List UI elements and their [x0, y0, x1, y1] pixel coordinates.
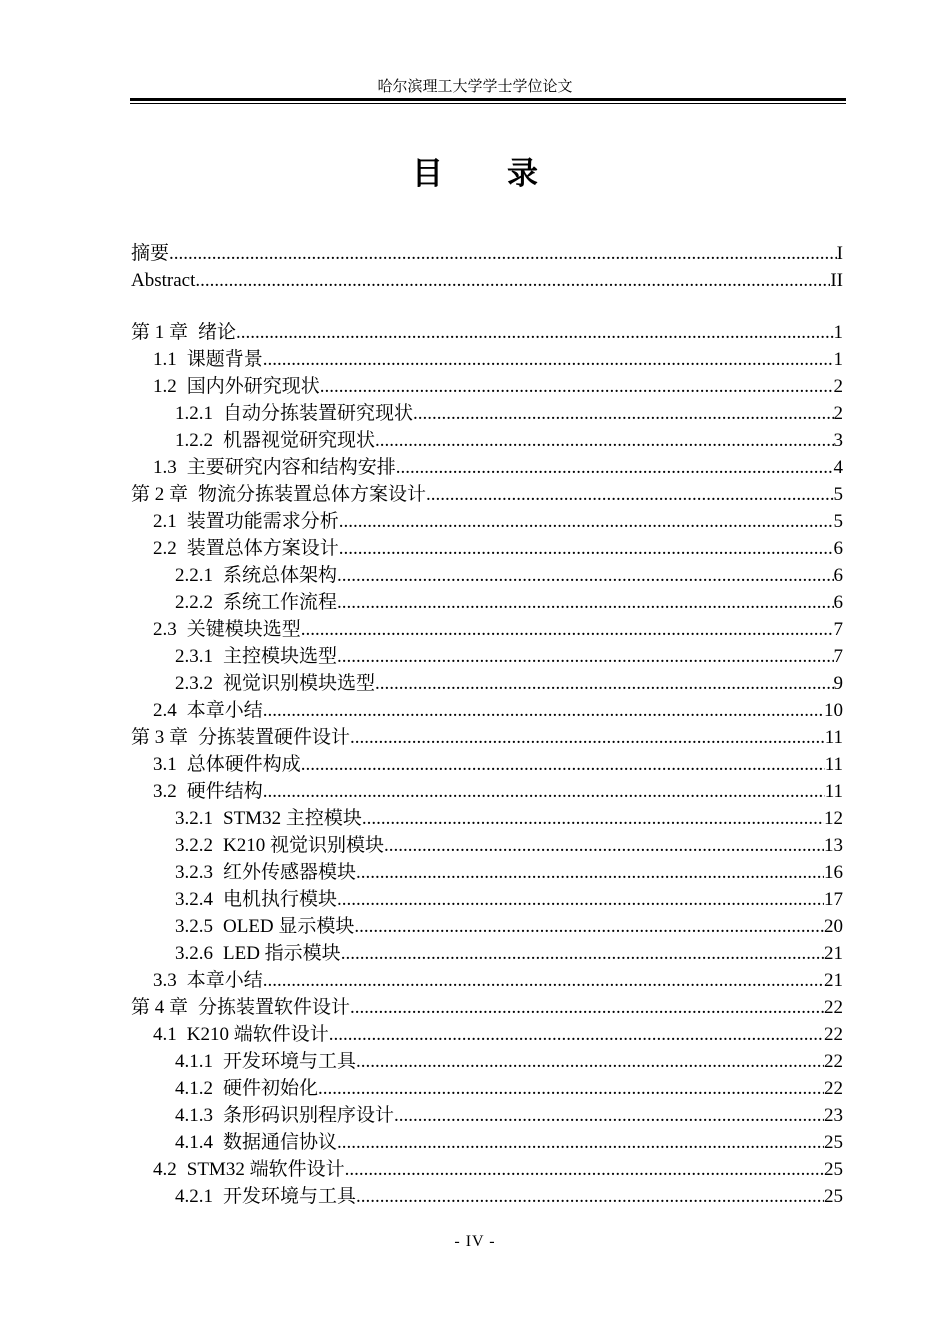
toc-dot-leader [350, 724, 825, 751]
toc-entry[interactable] [131, 240, 843, 267]
toc-dot-leader [301, 751, 825, 778]
toc-entry[interactable] [131, 751, 843, 778]
toc-entry-page: 25 [824, 1186, 843, 1207]
toc-dot-leader [384, 832, 824, 859]
toc-entry-page: 13 [824, 835, 843, 856]
toc-dot-leader [337, 643, 833, 670]
toc-entry-number: 3.2.6 [175, 943, 213, 964]
toc-entry-page: 22 [824, 997, 843, 1018]
toc-entry-page: 7 [833, 619, 843, 640]
toc-dot-leader [394, 1102, 824, 1129]
toc-entry-title: 开发环境与工具 [223, 1186, 357, 1207]
toc-entry[interactable] [131, 994, 843, 1021]
toc-entry[interactable] [131, 832, 843, 859]
toc-entry[interactable] [131, 535, 843, 562]
toc-entry[interactable] [131, 697, 843, 724]
toc-entry-number: 3.2.5 [175, 916, 213, 937]
toc-entry-page: 11 [824, 727, 843, 748]
toc-entry-title: 装置总体方案设计 [186, 538, 339, 559]
toc-dot-leader [263, 778, 825, 805]
toc-entry-title: 装置功能需求分析 [186, 511, 339, 532]
toc-entry-title: 课题背景 [186, 349, 263, 370]
toc-entry-number: 1.2 [153, 376, 177, 397]
toc-entry[interactable] [131, 616, 843, 643]
toc-entry-page: 11 [824, 781, 843, 802]
toc-entry-number: 4.2 [153, 1159, 177, 1180]
toc-entry-title: Abstract [131, 270, 196, 291]
toc-entry[interactable] [131, 589, 843, 616]
toc-entry-page: 6 [833, 538, 843, 559]
toc-entry-number: 2.2.2 [175, 592, 213, 613]
toc-entry-page: 21 [824, 970, 843, 991]
toc-entry-title: 开发环境与工具 [223, 1051, 357, 1072]
toc-dot-leader [362, 805, 824, 832]
toc-entry-page: I [836, 243, 843, 264]
toc-entry[interactable] [131, 1129, 843, 1156]
toc-entry-number: 3.2 [153, 781, 177, 802]
toc-entry[interactable] [131, 562, 843, 589]
toc-dot-leader [169, 240, 837, 267]
toc-entry-number: 1.1 [153, 349, 177, 370]
toc-entry-number: 4.1.4 [175, 1132, 213, 1153]
table-of-contents [131, 240, 843, 1210]
toc-entry-page: 22 [824, 1024, 843, 1045]
toc-dot-leader [337, 1129, 824, 1156]
toc-dot-leader [195, 267, 830, 294]
toc-entry-page: 16 [824, 862, 843, 883]
toc-entry-page: 6 [833, 565, 843, 586]
toc-dot-leader [356, 1048, 824, 1075]
toc-entry[interactable] [131, 1183, 843, 1210]
toc-entry-number: 3.2.2 [175, 835, 213, 856]
toc-dot-leader [413, 400, 833, 427]
toc-entry-title: 自动分拣装置研究现状 [223, 403, 414, 424]
toc-entry[interactable] [131, 481, 843, 508]
toc-entry-page: 4 [833, 457, 843, 478]
toc-entry-title: 物流分拣装置总体方案设计 [198, 484, 427, 505]
toc-dot-leader [337, 589, 833, 616]
toc-entry[interactable] [131, 1102, 843, 1129]
toc-entry-number: 1.2.2 [175, 430, 213, 451]
toc-entry[interactable] [131, 913, 843, 940]
toc-dot-leader [301, 616, 834, 643]
toc-entry-title: 条形码识别程序设计 [223, 1105, 395, 1126]
toc-entry-title: STM32 端软件设计 [186, 1159, 345, 1180]
toc-entry[interactable] [131, 508, 843, 535]
running-header: 哈尔滨理工大学学士学位论文 [377, 79, 573, 95]
toc-dot-leader [341, 940, 824, 967]
toc-entry-page: 21 [824, 943, 843, 964]
toc-dot-leader [263, 967, 824, 994]
toc-entry-page: 2 [833, 403, 843, 424]
toc-entry-title: 主要研究内容和结构安排 [186, 457, 396, 478]
toc-entry[interactable] [131, 400, 843, 427]
toc-entry-page: 5 [833, 484, 843, 505]
toc-dot-leader [350, 994, 824, 1021]
toc-entry-page: 25 [824, 1159, 843, 1180]
toc-entry-page: 9 [833, 673, 843, 694]
toc-entry-number: 3.3 [153, 970, 177, 991]
toc-entry-number: 3.2.3 [175, 862, 213, 883]
toc-entry-page: 3 [833, 430, 843, 451]
toc-entry-title: 硬件初始化 [223, 1078, 319, 1099]
toc-entry-number: 4.2.1 [175, 1186, 213, 1207]
toc-entry-title: 分拣装置硬件设计 [198, 727, 351, 748]
toc-entry[interactable] [131, 427, 843, 454]
toc-entry-title: 本章小结 [186, 970, 263, 991]
toc-dot-leader [339, 535, 834, 562]
toc-entry-title: 硬件结构 [186, 781, 263, 802]
toc-entry-title: 机器视觉研究现状 [223, 430, 376, 451]
header-rule-thin [130, 103, 846, 104]
toc-entry-number: 2.3 [153, 619, 177, 640]
toc-entry-page: 7 [833, 646, 843, 667]
toc-entry-number: 3.2.4 [175, 889, 213, 910]
toc-entry-number: 2.4 [153, 700, 177, 721]
toc-entry-number: 4.1 [153, 1024, 177, 1045]
toc-entry-title: 系统工作流程 [223, 592, 338, 613]
toc-dot-leader [236, 319, 833, 346]
toc-entry[interactable] [131, 967, 843, 994]
toc-entry[interactable] [131, 346, 843, 373]
toc-entry-number: 2.3.1 [175, 646, 213, 667]
toc-entry-title: STM32 主控模块 [223, 808, 362, 829]
toc-dot-leader [320, 373, 834, 400]
toc-dot-leader [337, 562, 833, 589]
toc-entry-page: 17 [824, 889, 843, 910]
toc-entry-number: 3.1 [153, 754, 177, 775]
toc-entry-number: 2.3.2 [175, 673, 213, 694]
toc-entry-title: 分拣装置软件设计 [198, 997, 351, 1018]
toc-dot-leader [375, 427, 833, 454]
toc-entry[interactable] [131, 643, 843, 670]
toc-entry-number: 3.2.1 [175, 808, 213, 829]
toc-entry-title: 本章小结 [186, 700, 263, 721]
toc-dot-leader [354, 913, 824, 940]
toc-entry-number: 第 1 章 [131, 322, 189, 343]
toc-entry-number: 1.2.1 [175, 403, 213, 424]
toc-entry-title: 视觉识别模块选型 [223, 673, 376, 694]
toc-dot-leader [396, 454, 834, 481]
toc-entry-title: 摘要 [131, 243, 170, 264]
toc-dot-leader [345, 1156, 824, 1183]
toc-entry-title: 关键模块选型 [186, 619, 301, 640]
toc-entry-number: 4.1.2 [175, 1078, 213, 1099]
toc-dot-leader [337, 886, 824, 913]
toc-entry-page: 11 [824, 754, 843, 775]
toc-entry[interactable] [131, 454, 843, 481]
toc-entry-title: 红外传感器模块 [223, 862, 357, 883]
toc-entry[interactable] [131, 886, 843, 913]
toc-entry-page: 22 [824, 1078, 843, 1099]
toc-entry-title: 绪论 [198, 322, 237, 343]
toc-dot-leader [426, 481, 833, 508]
toc-entry-title: K210 视觉识别模块 [223, 835, 384, 856]
toc-entry[interactable] [131, 778, 843, 805]
toc-entry-number: 2.1 [153, 511, 177, 532]
toc-entry-number: 4.1.3 [175, 1105, 213, 1126]
toc-entry[interactable] [131, 1048, 843, 1075]
toc-entry-page: 1 [833, 322, 843, 343]
toc-entry-page: 10 [824, 700, 843, 721]
toc-entry[interactable] [131, 1021, 843, 1048]
toc-dot-leader [263, 346, 834, 373]
toc-entry-title: 系统总体架构 [223, 565, 338, 586]
toc-entry-page: 5 [833, 511, 843, 532]
toc-entry[interactable] [131, 267, 843, 294]
toc-dot-leader [339, 508, 834, 535]
toc-entry-title: OLED 显示模块 [223, 916, 355, 937]
toc-entry-title: 数据通信协议 [223, 1132, 338, 1153]
toc-dot-leader [318, 1075, 824, 1102]
toc-entry-title: 主控模块选型 [223, 646, 338, 667]
toc-entry-number: 第 3 章 [131, 727, 189, 748]
toc-entry[interactable] [131, 859, 843, 886]
toc-entry[interactable] [131, 670, 843, 697]
toc-entry-page: 6 [833, 592, 843, 613]
page-number: - IV - [454, 1233, 496, 1250]
toc-entry-title: 总体硬件构成 [186, 754, 301, 775]
toc-entry-number: 2.2 [153, 538, 177, 559]
toc-entry-page: 1 [833, 349, 843, 370]
toc-entry[interactable] [131, 319, 843, 346]
toc-entry[interactable] [131, 724, 843, 751]
toc-dot-leader [356, 859, 824, 886]
toc-entry-number: 1.3 [153, 457, 177, 478]
toc-entry[interactable] [131, 940, 843, 967]
toc-entry-number: 4.1.1 [175, 1051, 213, 1072]
toc-entry-title: LED 指示模块 [223, 943, 341, 964]
toc-entry-page: II [830, 270, 843, 291]
toc-entry-page: 2 [833, 376, 843, 397]
toc-entry-number: 2.2.1 [175, 565, 213, 586]
toc-dot-leader [356, 1183, 824, 1210]
toc-entry-page: 25 [824, 1132, 843, 1153]
toc-entry-page: 22 [824, 1051, 843, 1072]
header-rule-thick [130, 98, 846, 101]
toc-dot-leader [329, 1021, 824, 1048]
toc-entry-title: 国内外研究现状 [186, 376, 320, 397]
toc-entry[interactable] [131, 1075, 843, 1102]
toc-dot-leader [375, 670, 833, 697]
toc-entry-page: 20 [824, 916, 843, 937]
toc-entry[interactable] [131, 805, 843, 832]
toc-entry-number: 第 2 章 [131, 484, 189, 505]
toc-entry-page: 12 [824, 808, 843, 829]
page-title: 目录 [412, 156, 602, 192]
toc-entry-title: K210 端软件设计 [186, 1024, 329, 1045]
toc-entry-page: 23 [824, 1105, 843, 1126]
toc-entry-title: 电机执行模块 [223, 889, 338, 910]
toc-dot-leader [263, 697, 824, 724]
toc-entry[interactable] [131, 373, 843, 400]
toc-entry-number: 第 4 章 [131, 997, 189, 1018]
toc-entry[interactable] [131, 1156, 843, 1183]
